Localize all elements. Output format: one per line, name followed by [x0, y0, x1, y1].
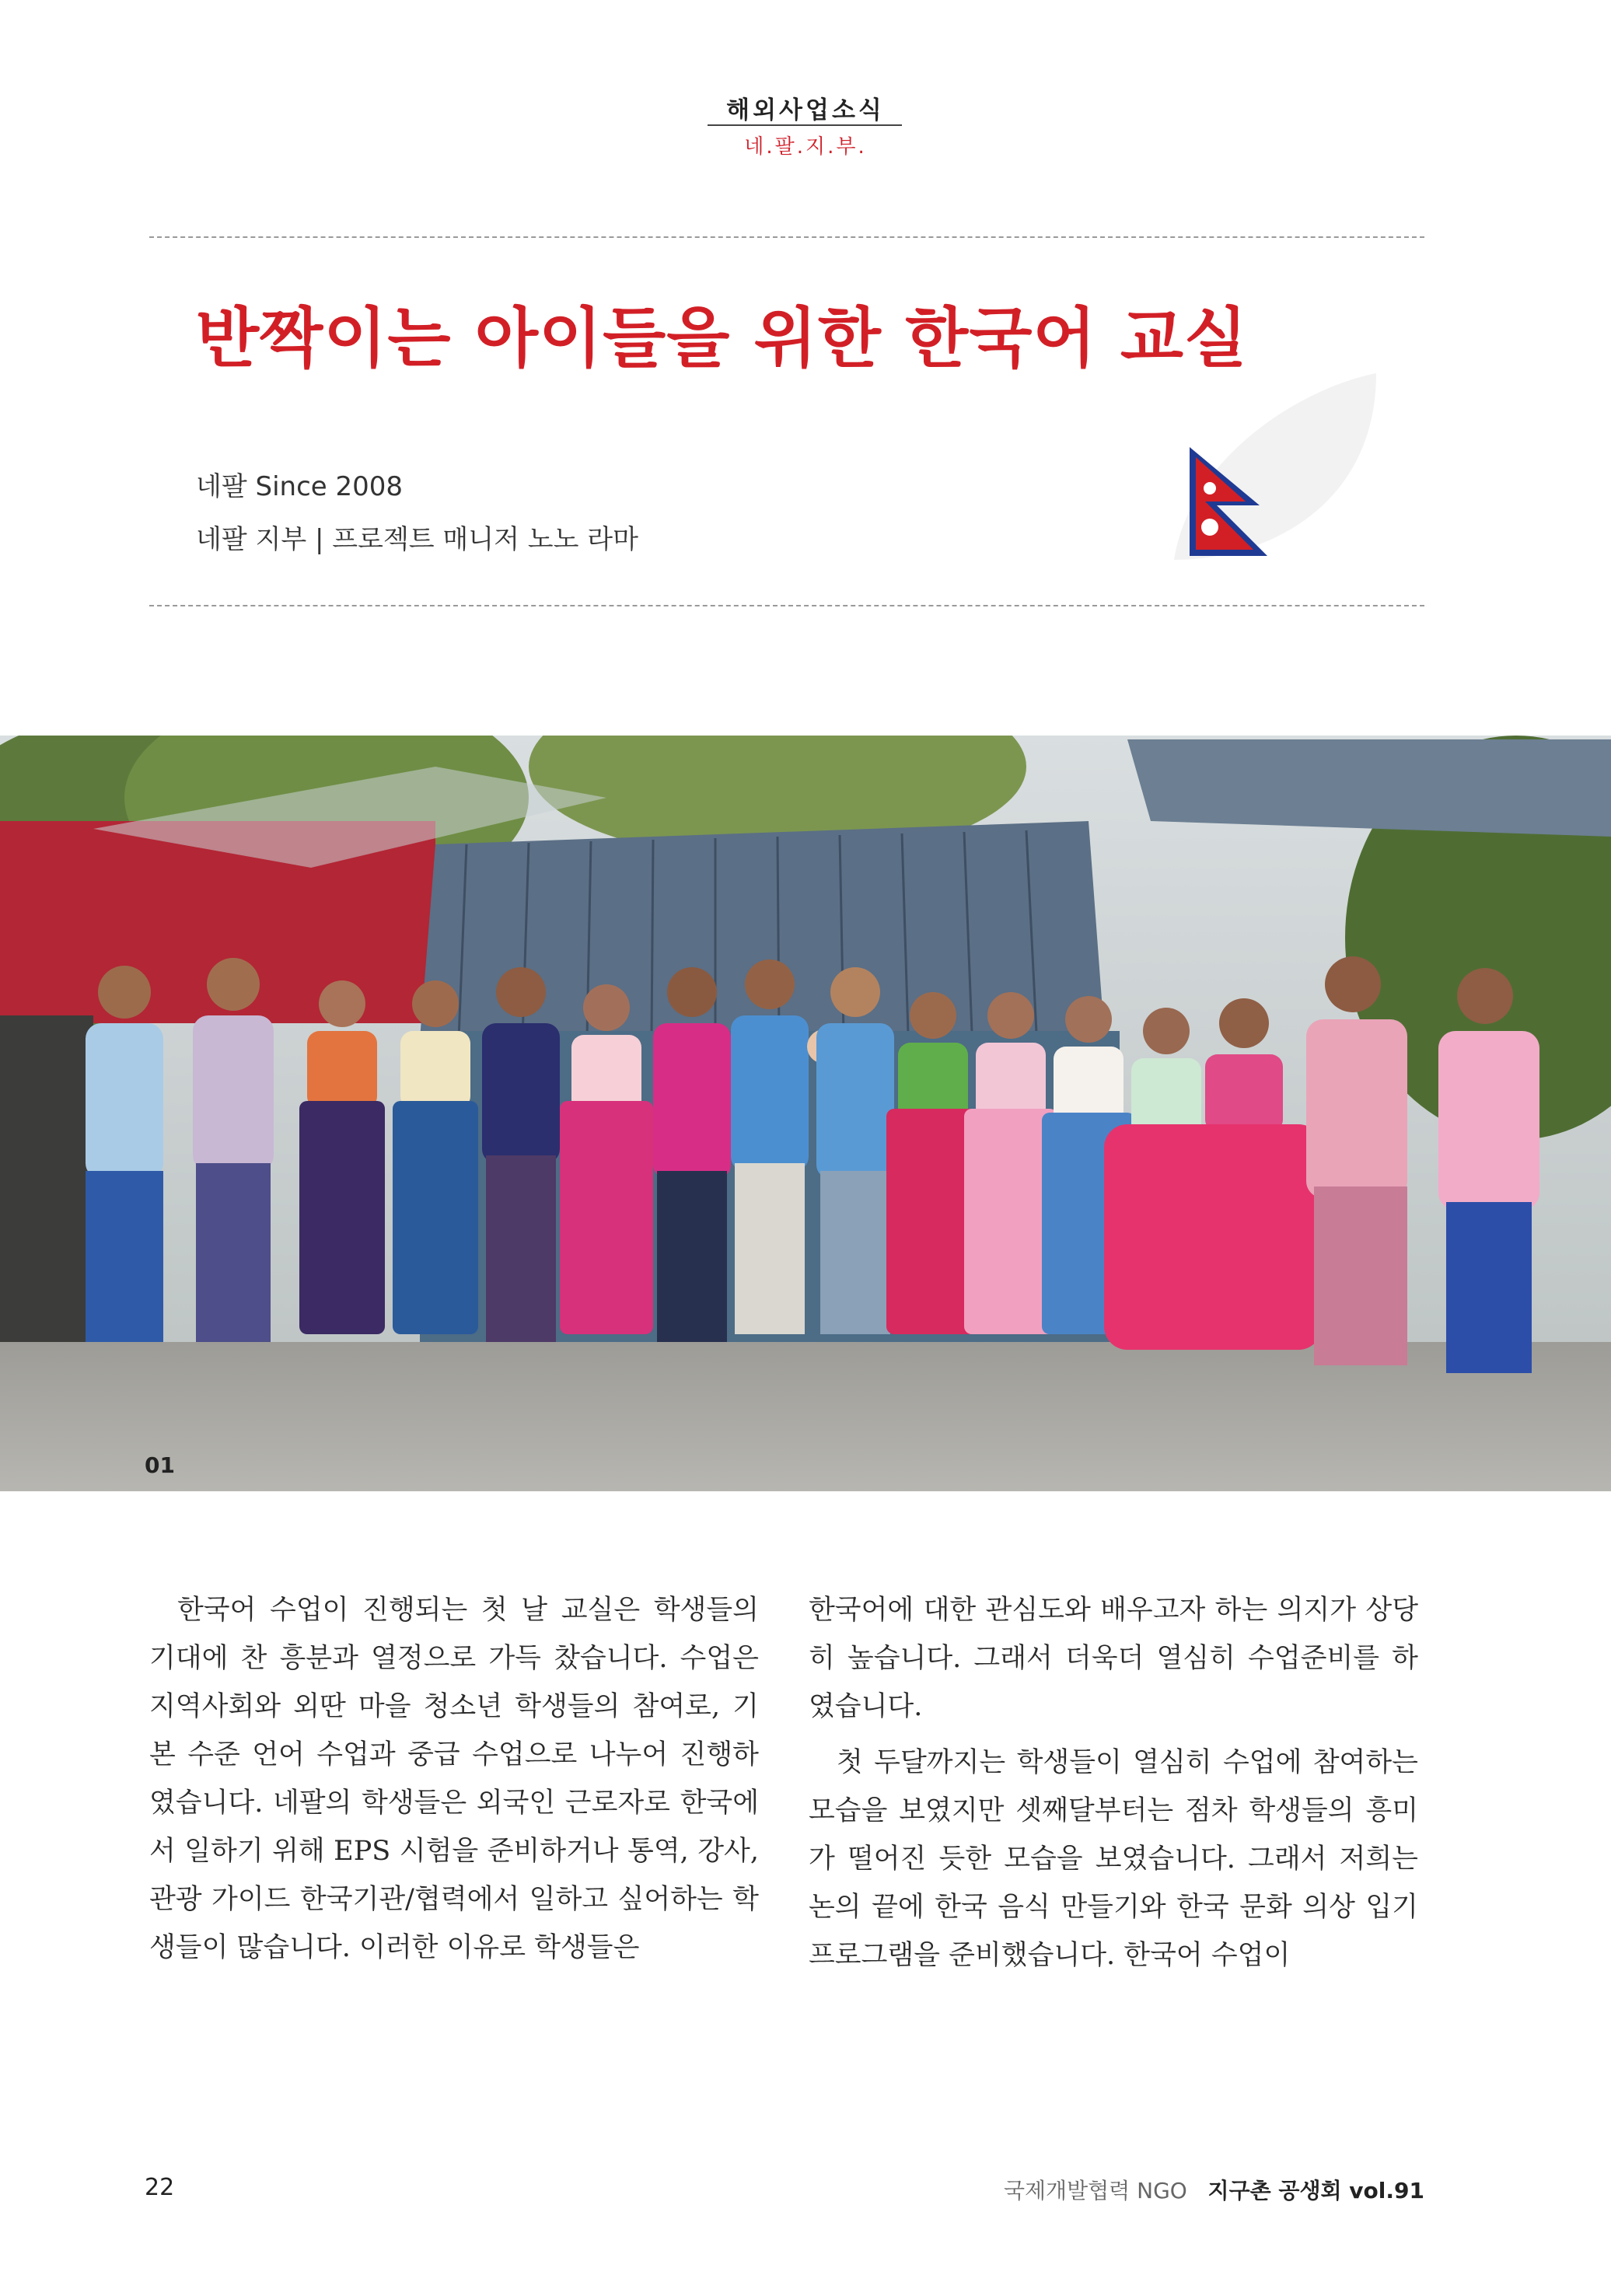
bottom-divider	[149, 605, 1424, 606]
footer-magazine: 지구촌 공생회 vol.91	[1207, 2178, 1424, 2203]
nepal-flag-icon	[1182, 443, 1275, 560]
body-paragraph: 한국어 수업이 진행되는 첫 날 교실은 학생들의 기대에 찬 흥분과 열정으로 가득 찼습니다. 수업은 지역사회와 외딴 마을 청소년 학생들의 참여로, 기본 수준 언어 수업과 중급 수업으로 나누어 진행하였습니다. 네팔의 학생들은 외국인 근로자로 한국에서 일하기 위해 EPS 시험을 준비하거나 통역, 강사, 관광 가이드 한국기관/협력에서 일하고 싶어하는 학생들이 많습니다. 이러한 이유로 학생들은	[149, 1595, 759, 1963]
author-line: 네팔 지부 | 프로젝트 매니저 노노 라마	[196, 524, 638, 555]
body-paragraph: 첫 두달까지는 학생들이 열심히 수업에 참여하는 모습을 보였지만 셋째달부터는 점차 학생들의 흥미가 떨어진 듯한 모습을 보였습니다. 그래서 저희는 논의 끝에 한국 음식 만들기와 한국 문화 의상 입기 프로그램을 준비했습니다. 한국어 수업이	[809, 1747, 1418, 1971]
section-label: 해외사업소식	[726, 96, 885, 124]
branch-label: 네.팔.지.부.	[744, 135, 867, 159]
body-column-left	[149, 1586, 759, 1980]
top-divider	[149, 236, 1424, 238]
photo-number: 01	[145, 1452, 175, 1478]
body-column-right	[809, 1586, 1418, 1987]
since-line: 네팔 Since 2008	[196, 471, 404, 502]
page-number: 22	[145, 2174, 175, 2201]
group-photo	[0, 736, 1611, 1491]
body-paragraph: 한국어에 대한 관심도와 배우고자 하는 의지가 상당히 높습니다. 그래서 더욱더 열심히 수업준비를 하였습니다.	[809, 1595, 1418, 1722]
section-underline	[708, 124, 902, 126]
footer-publication	[1004, 2174, 1424, 2205]
article-title: 반짝이는 아이들을 위한 한국어 교실	[196, 299, 1249, 376]
footer-org: 국제개발협력 NGO	[1003, 2178, 1187, 2203]
